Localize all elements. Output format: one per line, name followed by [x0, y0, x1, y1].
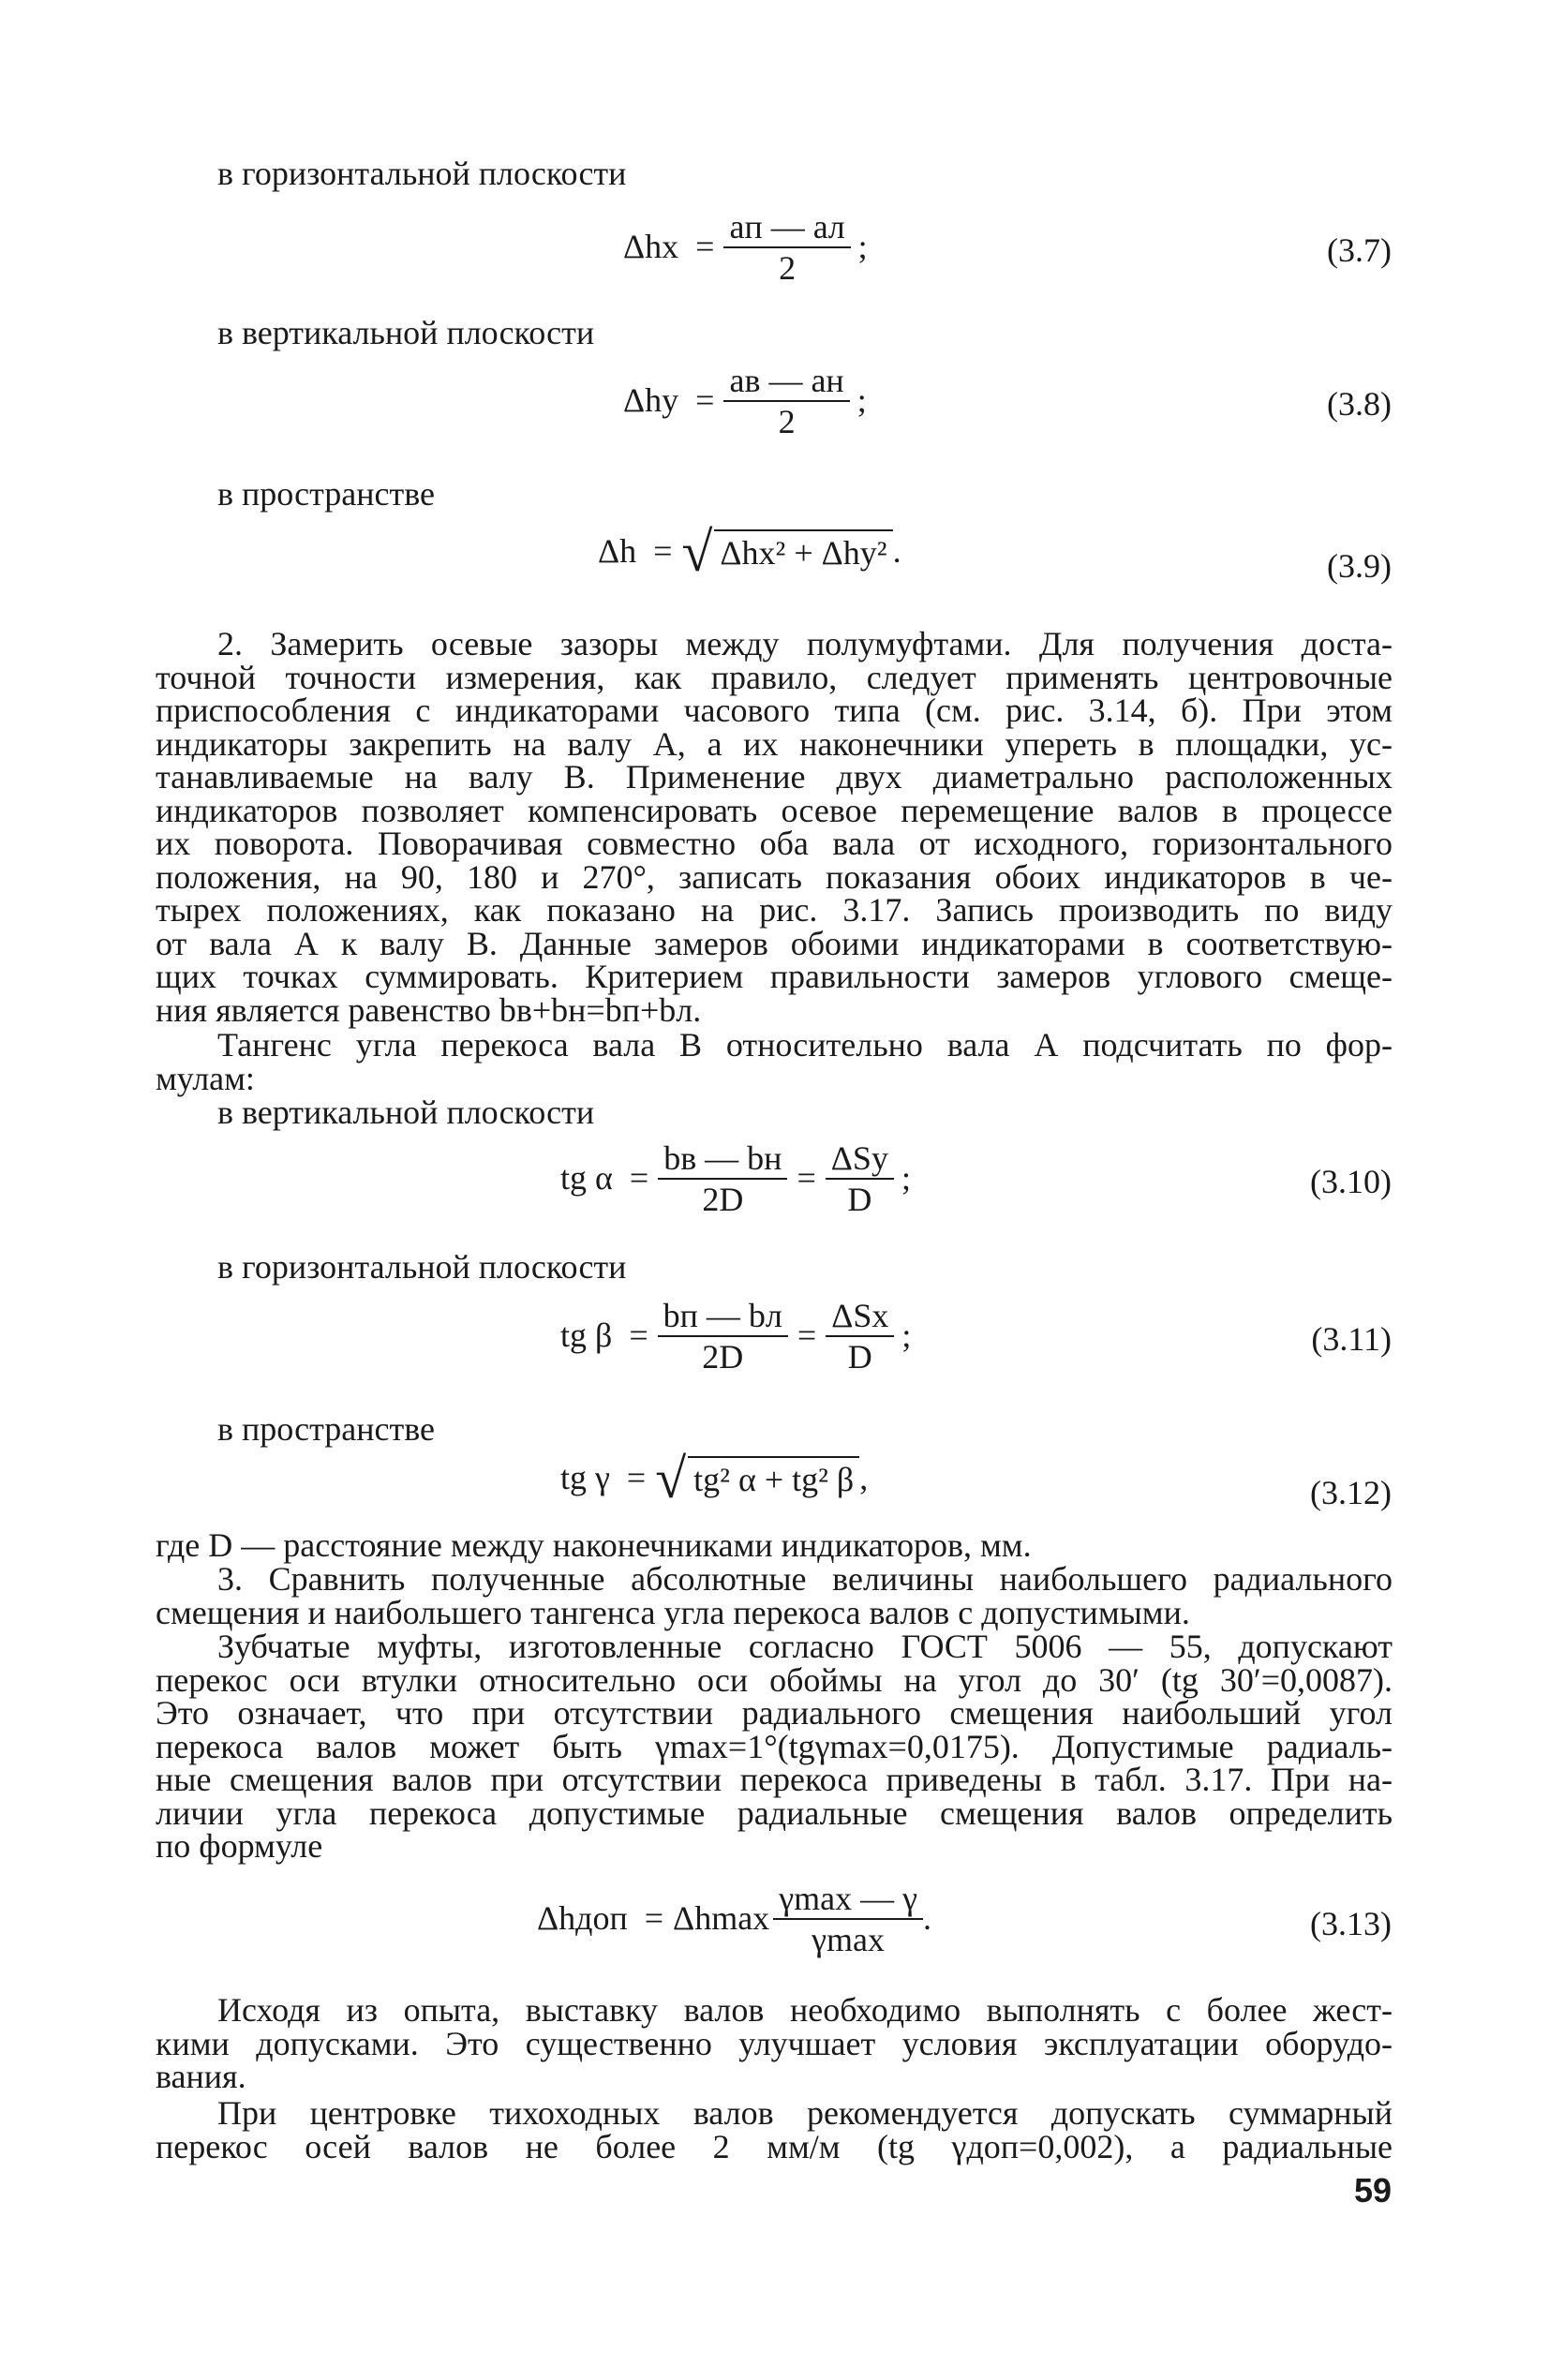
- equation-3-8: [0, 358, 1549, 461]
- text-line: личии угла перекоса допустимые радиальные смещения валов определить: [156, 1793, 1393, 1832]
- equation-3-9: [0, 520, 1549, 623]
- text-line: 3. Сравнить полученные абсолютные величины наибольшего радиального: [217, 1560, 1393, 1598]
- eq-lhs: tg γ: [560, 1459, 610, 1497]
- text-line: ные смещения валов при отсутствии перекоса приведены в табл. 3.17. При на-: [156, 1761, 1393, 1798]
- eq-punctuation: ,: [859, 1459, 869, 1497]
- eq-numerator: aп — aл: [723, 210, 850, 248]
- label-space-2: в пространстве: [217, 1410, 436, 1448]
- label-horizontal-plane-2: в горизонтальной плоскости: [217, 1248, 627, 1286]
- text-line: мулам:: [156, 1059, 255, 1097]
- eq-term: Δhmax: [673, 1899, 770, 1938]
- eq-denominator: 2D: [702, 1181, 744, 1218]
- eq-denominator: 2D: [702, 1338, 744, 1376]
- equation-3-11: [0, 1293, 1549, 1396]
- radicand: Δhx² + Δhy²: [714, 529, 892, 580]
- text-line: индикаторы закрепить на валу А, а их наконечники упереть в площадки, ус-: [156, 724, 1393, 763]
- eq-numerator: bп — bл: [658, 1299, 788, 1337]
- text-line: перекос оси втулки относительно оси обоймы на угол до 30′ (tg 30′=0,0087).: [156, 1660, 1393, 1699]
- text-line: кими допусками. Это существенно улучшает условия эксплуатации оборудо-: [156, 2024, 1393, 2062]
- text-line: их поворота. Поворачивая совместно оба вала от исходного, горизонтального: [156, 825, 1393, 862]
- eq-punctuation: ;: [901, 1316, 912, 1355]
- equation-number: (3.10): [1310, 1163, 1392, 1200]
- eq-fraction: [773, 1882, 923, 1956]
- text-line: где D — расстояние между наконечниками индикаторов, мм.: [156, 1526, 1032, 1564]
- eq-numerator: ΔSy: [826, 1141, 894, 1180]
- eq-operator: =: [629, 1159, 649, 1197]
- eq-lhs: tg β: [560, 1316, 613, 1355]
- text-line: танавливаемые на валу В. Применение двух диаметрально расположенных: [156, 758, 1393, 796]
- paragraph-tangent: [156, 1026, 1393, 1097]
- eq-operator: =: [653, 532, 673, 571]
- equation-number: (3.11): [1311, 1320, 1392, 1358]
- radical-sign: √: [655, 1448, 687, 1510]
- square-root: [655, 1448, 859, 1510]
- equation-number: (3.12): [1310, 1474, 1392, 1511]
- paragraph-experience: [156, 1991, 1393, 2095]
- text-line: приспособления с индикаторами часового типа (см. рис. 3.14, б). При этом: [156, 692, 1393, 729]
- eq-operator: =: [629, 1316, 648, 1355]
- eq-fraction: [658, 1299, 788, 1374]
- eq-punctuation: .: [922, 1899, 931, 1938]
- eq-denominator: γmax: [812, 1921, 886, 1958]
- eq-numerator: aв — aн: [723, 364, 849, 402]
- eq-numerator: bв — bн: [658, 1141, 787, 1180]
- eq-denominator: D: [847, 1338, 872, 1376]
- eq-operator: =: [695, 381, 715, 420]
- equation-3-10: [0, 1136, 1549, 1239]
- eq-operator: =: [644, 1899, 664, 1938]
- eq-fraction: [723, 364, 849, 439]
- text-line: перекоса валов может быть γmax=1°(tgγmax=0,0175). Допустимые радиаль-: [156, 1727, 1393, 1765]
- eq-operator: =: [695, 228, 715, 266]
- eq-punctuation: .: [892, 532, 901, 571]
- eq-punctuation: ;: [901, 1159, 911, 1197]
- square-root: [681, 521, 892, 583]
- eq-punctuation: ;: [856, 381, 867, 420]
- text-line: При центровке тихоходных валов рекомендуется допускать суммарный: [217, 2094, 1393, 2132]
- text-line: перекос осей валов не более 2 мм/м (tg γдоп=0,002), а радиальные: [156, 2127, 1393, 2165]
- label-vertical-plane-2: в вертикальной плоскости: [217, 1093, 595, 1131]
- text-line: индикаторов позволяет компенсировать осевое перемещение валов в процессе: [156, 791, 1393, 829]
- text-line: Это означает, что при отсутствии радиального смещения наибольший угол: [156, 1694, 1393, 1732]
- radical-sign: √: [681, 521, 713, 583]
- paragraph-step-3: [156, 1560, 1393, 1631]
- text-line: Тангенс угла перекоса вала В относительно вала А подсчитать по фор-: [217, 1026, 1393, 1064]
- equation-number: (3.9): [1327, 547, 1392, 585]
- text-line: 2. Замерить осевые зазоры между полумуфтами. Для получения доста-: [217, 625, 1393, 662]
- eq-operator: =: [626, 1459, 647, 1497]
- eq-lhs: tg α: [560, 1159, 613, 1197]
- equation-3-7: [0, 204, 1549, 307]
- text-line: Исходя из опыта, выставку валов необходимо выполнять с более жест-: [217, 1991, 1393, 2029]
- text-line: смещения и наибольшего тангенса угла перекоса валов с допустимыми.: [156, 1593, 1190, 1631]
- eq-numerator: ΔSx: [826, 1299, 894, 1337]
- equation-3-13: [0, 1874, 1549, 1977]
- label-horizontal-plane: в горизонтальной плоскости: [217, 155, 627, 192]
- eq-fraction: [723, 210, 850, 285]
- text-line: от вала А к валу В. Данные замеров обоими индикаторами в соответствую-: [156, 924, 1393, 962]
- paragraph-where: [156, 1526, 1393, 1564]
- text-line: Зубчатые муфты, изготовленные согласно ГОСТ 5006 — 55, допускают: [217, 1628, 1393, 1665]
- text-line: по формуле: [156, 1827, 323, 1865]
- eq-lhs: Δhx: [623, 228, 679, 266]
- text-line: положения, на 90, 180 и 270°, записать показания обоих индикаторов в че-: [156, 857, 1393, 896]
- eq-punctuation: ;: [857, 228, 868, 266]
- eq-lhs: Δhдоп: [537, 1899, 628, 1938]
- eq-operator: =: [797, 1316, 817, 1355]
- eq-denominator: D: [847, 1181, 872, 1218]
- equation-number: (3.13): [1310, 1905, 1392, 1942]
- paragraph-last: [156, 2094, 1393, 2165]
- eq-fraction: [826, 1141, 894, 1216]
- eq-operator: =: [797, 1159, 816, 1197]
- text-line: ния является равенство bв+bн=bп+bл.: [156, 990, 702, 1029]
- equation-number: (3.7): [1327, 231, 1392, 269]
- eq-numerator: γmax — γ: [773, 1882, 923, 1920]
- eq-denominator: 2: [779, 249, 797, 287]
- text-line: щих точках суммировать. Критерием правильности замеров углового смеще-: [156, 958, 1393, 995]
- equation-number: (3.8): [1327, 385, 1392, 423]
- text-line: вания.: [156, 2058, 246, 2095]
- paragraph-gost: [156, 1630, 1393, 1864]
- label-space: в пространстве: [217, 475, 436, 513]
- eq-lhs: Δh: [598, 532, 637, 571]
- text-line: тырех положениях, как показано на рис. 3.17. Запись производить по виду: [156, 891, 1393, 929]
- equation-3-12: [0, 1450, 1549, 1535]
- paragraph-step-2: [156, 625, 1393, 1029]
- radicand: tg² α + tg² β: [688, 1456, 859, 1507]
- eq-fraction: [658, 1141, 787, 1216]
- page-number: 59: [1353, 2171, 1392, 2209]
- eq-lhs: Δhy: [623, 381, 679, 420]
- eq-denominator: 2: [778, 403, 796, 440]
- eq-fraction: [826, 1299, 894, 1374]
- text-line: точной точности измерения, как правило, следует применять центровочные: [156, 658, 1393, 696]
- label-vertical-plane: в вертикальной плоскости: [217, 314, 595, 351]
